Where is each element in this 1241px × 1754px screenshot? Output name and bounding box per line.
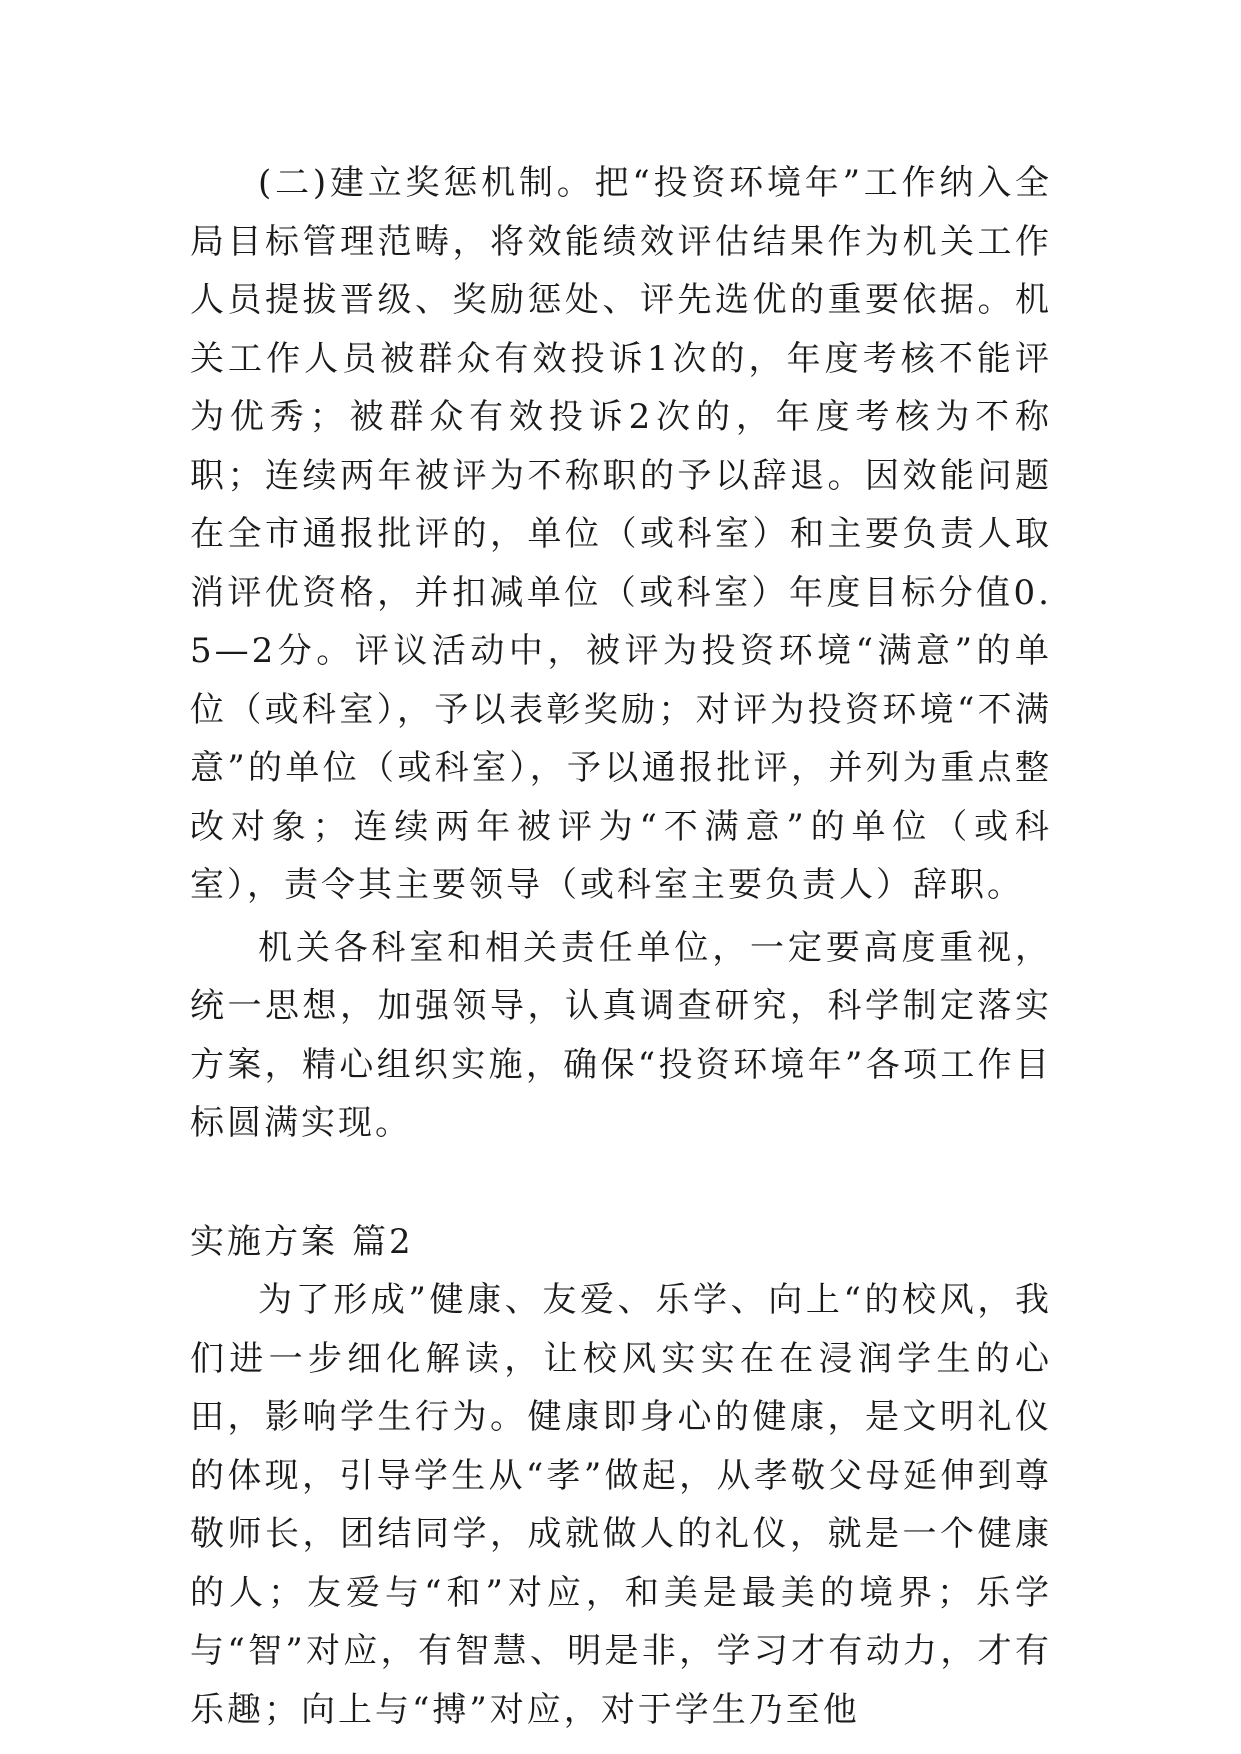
document-page: [190, 154, 1052, 1739]
section-heading-number: 篇2: [352, 1221, 414, 1262]
section-heading: [190, 1213, 1052, 1272]
paragraph-school-spirit: 为了形成”健康、友爱、乐学、向上“的校风，我们进一步细化解读，让校风实实在在浸润学生的心田，影响学生行为。健康即身心的健康，是文明礼仪的体现，引导学生从“孝”做起，从孝敬父母延伸到尊敬师长，团结同学，成就做人的礼仪，就是一个健康的人；友爱与“和”对应，和美是最美的境界；乐学与“智”对应，有智慧、明是非，学习才有动力，才有乐趣；向上与“搏”对应，对于学生乃至他: [190, 1280, 1052, 1730]
section-heading-title: 实施方案: [190, 1221, 338, 1262]
paragraph-closing: 机关各科室和相关责任单位，一定要高度重视，统一思想，加强领导，认真调查研究，科学制定落实方案，精心组织实施，确保“投资环境年”各项工作目标圆满实现。: [190, 927, 1052, 1143]
paragraph-reward-punishment: (二)建立奖惩机制。把“投资环境年”工作纳入全局目标管理范畴，将效能绩效评估结果作为机关工作人员提拔晋级、奖励惩处、评先选优的重要依据。机关工作人员被群众有效投诉1次的，年度考核不能评为优秀；被群众有效投诉2次的，年度考核为不称职；连续两年被评为不称职的予以辞退。因效能问题在全市通报批评的，单位（或科室）和主要负责人取消评优资格，并扣减单位（或科室）年度目标分值0.5—2分。评议活动中，被评为投资环境“满意”的单位（或科室），予以表彰奖励；对评为投资环境“不满意”的单位（或科室），予以通报批评，并列为重点整改对象；连续两年被评为“不满意”的单位（或科室），责令其主要领导（或科室主要负责人）辞职。: [190, 163, 1052, 905]
